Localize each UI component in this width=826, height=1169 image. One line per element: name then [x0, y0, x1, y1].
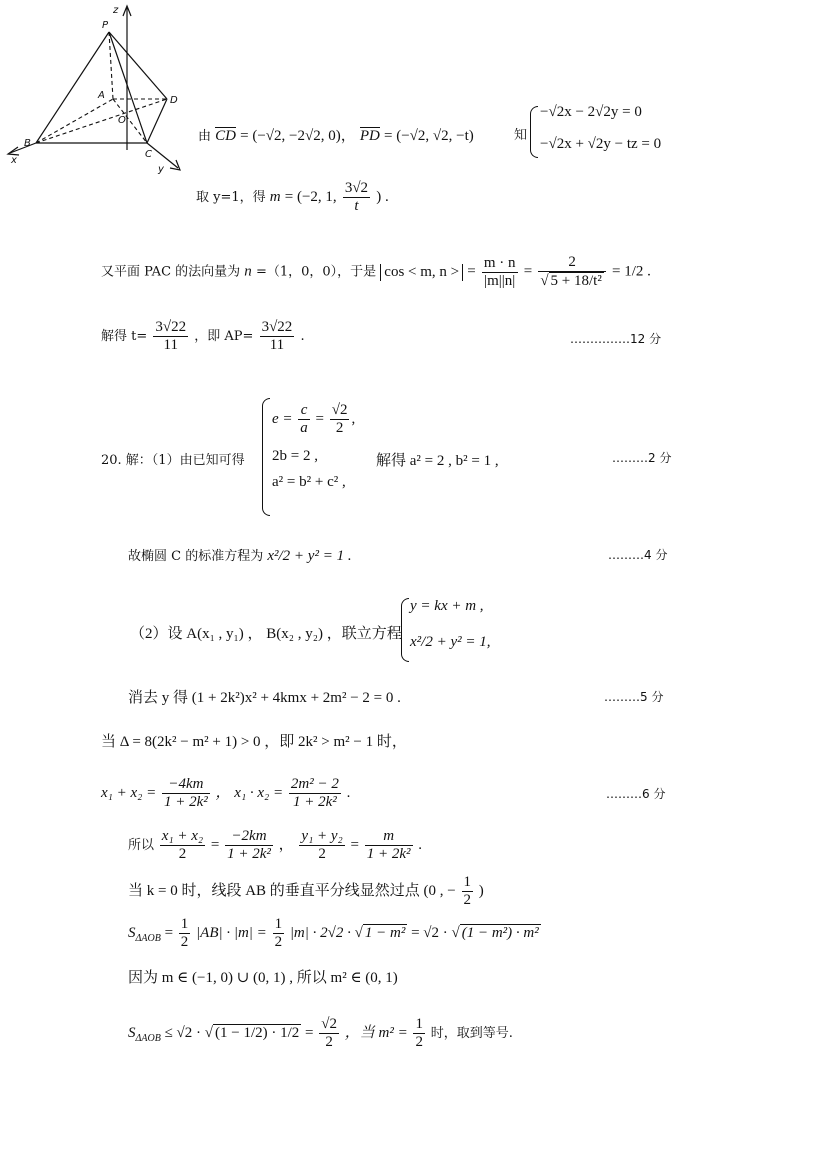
line-discriminant: 当 Δ = 8(2k² − m² + 1) > 0 ，即 2k² > m² − 1 时，: [101, 734, 407, 750]
system3-eq1: y = kx + m ,: [410, 598, 484, 614]
line-ellipse-eq: 故椭圆 C 的标准方程为 x²/2 + y² = 1 .: [128, 548, 352, 564]
vector-m: m: [269, 189, 281, 205]
line-k-zero: 当 k = 0 时，线段 AB 的垂直平分线显然过点 (0 , − $\frac{1}{2}$ ): [128, 874, 484, 908]
system3-eq2: x²/2 + y² = 1,: [410, 634, 491, 650]
label-d: D: [170, 95, 178, 106]
score-5: ………5 分: [604, 690, 664, 704]
line-set-points: （2）设 A(x₁ , y₁) ， B(x₂ , y₂) ，联立方程: [130, 626, 402, 642]
zhi-text: 知: [514, 128, 528, 143]
label-x: x: [11, 155, 17, 166]
score-2: ………2 分: [612, 451, 672, 465]
q20-row1: e = $\frac{c}{a}$ = $\frac{√2}{2}$ ,: [272, 402, 356, 436]
line-area-bound: $S_{\Delta AOB} \le √2$ · √ (1 − 1/2) · 1/2 = $\frac{√2}{2}$ ，当 m² = $\frac{1}{2}$ 时，取到等号.: [128, 1016, 513, 1051]
label-c: C: [145, 149, 152, 160]
q20-row2: 2b = 2 ,: [272, 448, 318, 464]
label-y: y: [158, 164, 164, 175]
line-vieta: x₁ + x₂ = $\frac{-4km}{\text{1 + 2k²}}$ ， x₁ · x₂ = $\frac{\text{2m² − 2}}{\text{1 + 2k²}}$ .: [101, 776, 351, 810]
label-a: A: [98, 90, 105, 101]
system-brace-2: [262, 398, 270, 516]
line-m-range: 因为 m ∈ (−1, 0) ∪ (0, 1) , 所以 m² ∈ (0, 1): [128, 970, 398, 986]
label-o: O: [118, 115, 126, 126]
label-b: B: [24, 138, 31, 149]
system1-eq2: −√2x + √2y − tz = 0: [540, 136, 662, 152]
q20-row3: a² = b² + c² ,: [272, 474, 346, 490]
vector-cd: CD: [215, 128, 236, 144]
system1-eq1: −√2x − 2√2y = 0: [540, 104, 642, 120]
vector-pd: PD: [359, 128, 380, 144]
cos-abs: cos < m, n >: [380, 264, 463, 281]
score-4: ………4 分: [608, 548, 668, 562]
line-midpoint: 所以 $\frac{\text{x₁ + x₂}}{2}$ = $\frac{-2km}{\text{1 + 2k²}}$ ， $\frac{\text{y₁ + y₂}}{2}$ = $\frac{m}{\text{1 + 2k²}}$ .: [128, 828, 423, 862]
line-solve-t: 解得 t= $\frac{3√22}{11}$ ，即 AP= $\frac{3√22}{11}$ .: [101, 319, 305, 353]
line-vectors: 由 CD = (−√2, −2√2, 0)， PD = (−√2, √2, −t): [198, 128, 474, 144]
line-take-y: 取 y=1，得 m = (−2, 1, $\frac{3√2}{t}$ ) .: [196, 180, 389, 214]
score-12: ……………12 分: [570, 332, 662, 346]
label-z: z: [113, 5, 119, 16]
label-p: P: [102, 20, 109, 31]
system-brace-1: [530, 106, 538, 158]
line-area: $S_{\Delta AOB}$ = $\frac{1}{2}$ |AB| · |m| = $\frac{1}{2}$ |m| · 2√2 · √ 1 − m² = √2 · √ (1 − m²) · m²: [128, 916, 541, 951]
line-normal-vector: 又平面 PAC 的法向量为 n =（1，0，0），于是 cos < m, n > = $\frac{m \cdot n}{|m||n|}$ = 2 √ 5 + 18/t² = 1/2 .: [101, 254, 651, 290]
score-6: ………6 分: [606, 787, 666, 801]
system-brace-3: [401, 598, 409, 662]
line-eliminate-y: 消去 y 得 (1 + 2k²)x² + 4kmx + 2m² − 2 = 0 .: [128, 690, 401, 706]
q20-prefix: 20. 解：（1）由已知可得: [101, 453, 245, 468]
q20-solve: 解得 a² = 2 , b² = 1 ,: [376, 453, 499, 469]
pyramid-figure: [0, 0, 190, 175]
vector-n: n: [244, 263, 252, 280]
